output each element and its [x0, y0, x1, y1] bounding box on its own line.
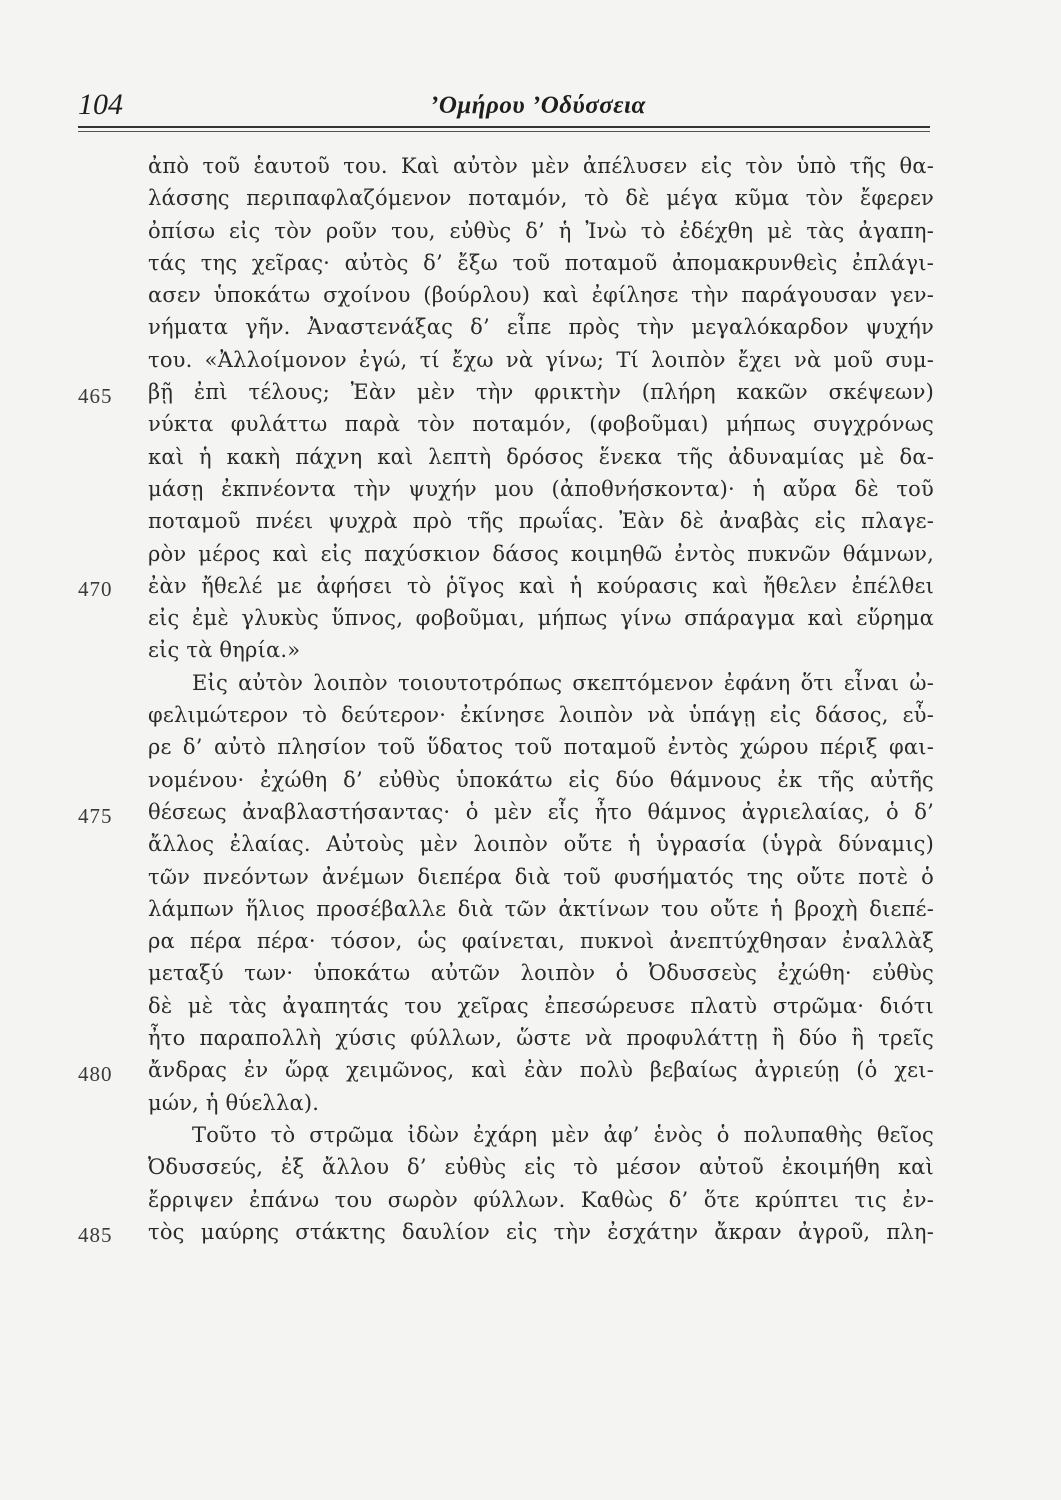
- text-line: καὶ ἡ κακὴ πάχνη καὶ λεπτὴ δρόσος ἕνεκα τῆς ἀδυναμίας μὲ δα-: [148, 444, 934, 469]
- text-line: δὲ μὲ τὰς ἀγαπητάς του χεῖρας ἐπεσώρευσε πλατὺ στρῶμα· διότι: [148, 993, 934, 1018]
- text-line: ἄλλος ἐλαίας. Αὐτοὺς μὲν λοιπὸν οὔτε ἡ ὑγρασία (ὑγρὰ δύναμις): [148, 832, 934, 857]
- text-line: νομένου· ἐχώθη δ’ εὐθὺς ὑποκάτω εἰς δύο θάμνους ἐκ τῆς αὐτῆς: [148, 767, 934, 792]
- paragraph-start-line: Τοῦτο τὸ στρῶμα ἰδὼν ἐχάρη μὲν ἀφ’ ἑνὸς ὁ πολυπαθὴς θεῖος: [192, 1122, 934, 1147]
- text-line: ρα πέρα πέρα· τόσον, ὡς φαίνεται, πυκνοὶ ἀνεπτύχθησαν ἐναλλὰξ: [148, 929, 934, 954]
- text-line: ἐὰν ἤθελέ με ἀφήσει τὸ ῥῖγος καὶ ἡ κούρασις καὶ ἤθελεν ἐπέλθει: [148, 573, 934, 598]
- text-line: νύκτα φυλάττω παρὰ τὸν ποταμόν, (φοβοῦμαι) μήπως συγχρόνως: [148, 412, 934, 437]
- page-number: 104: [78, 88, 123, 121]
- text-line: νήματα γῆν. Ἀναστενάξας δ’ εἶπε πρὸς τὴν μεγαλόκαρδον ψυχήν: [148, 315, 934, 340]
- text-line: εἰς ἐμὲ γλυκὺς ὕπνος, φοβοῦμαι, μήπως γίνω σπάραγμα καὶ εὕρημα: [148, 606, 934, 631]
- header-rule: [78, 126, 930, 128]
- text-line: τὸς μαύρης στάκτης δαυλίον εἰς τὴν ἐσχάτην ἄκραν ἀγροῦ, πλη-: [148, 1219, 934, 1244]
- text-line: Ὀδυσσεύς, ἐξ ἄλλου δ’ εὐθὺς εἰς τὸ μέσον αὐτοῦ ἐκοιμήθη καὶ: [148, 1155, 934, 1180]
- text-line: ἀπὸ τοῦ ἑαυτοῦ του. Καὶ αὐτὸν μὲν ἀπέλυσεν εἰς τὸν ὑπὸ τῆς θα-: [148, 154, 934, 178]
- body-text: [148, 150, 934, 1248]
- text-line: φελιμώτερον τὸ δεύτερον· ἐκίνησε λοιπὸν νὰ ὑπάγῃ εἰς δάσος, εὗ-: [148, 703, 934, 728]
- text-line: τῶν πνεόντων ἀνέμων διεπέρα διὰ τοῦ φυσήματός της οὔτε ποτὲ ὁ: [148, 864, 934, 889]
- text-line: μεταξύ των· ὑποκάτω αὐτῶν λοιπὸν ὁ Ὀδυσσεὺς ἐχώθη· εὐθὺς: [148, 961, 934, 986]
- text-line: ἄνδρας ἐν ὥρᾳ χειμῶνος, καὶ ἐὰν πολὺ βεβαίως ἀγριεύῃ (ὁ χει-: [148, 1058, 934, 1083]
- text-line: μάσῃ ἐκπνέοντα τὴν ψυχήν μου (ἀποθνήσκοντα)· ἡ αὔρα δὲ τοῦ: [148, 476, 934, 501]
- paragraph-end-line: μών, ἡ θύελλα).: [148, 1090, 320, 1115]
- paragraph-end-line: εἰς τὰ θηρία.»: [148, 638, 301, 663]
- line-number-465: 465: [78, 384, 113, 408]
- running-title: ’Ομήρου ’Οδύσσεια: [430, 92, 646, 119]
- text-line: ποταμοῦ πνέει ψυχρὰ πρὸ τῆς πρωΐας. Ἐὰν δὲ ἀναβὰς εἰς πλαγε-: [148, 509, 934, 534]
- text-line: ὀπίσω εἰς τὸν ροῦν του, εὐθὺς δ’ ἡ Ἰνὼ τὸ ἐδέχθη μὲ τὰς ἀγαπη-: [148, 218, 934, 243]
- line-number-485: 485: [78, 1223, 113, 1247]
- line-number-475: 475: [78, 804, 113, 828]
- text-line: λάσσης περιπαφλαζόμενον ποταμόν, τὸ δὲ μέγα κῦμα τὸν ἔφερεν: [148, 186, 934, 211]
- paragraph-start-line: Εἰς αὐτὸν λοιπὸν τοιουτοτρόπως σκεπτόμενον ἐφάνη ὅτι εἶναι ὠ-: [192, 670, 934, 695]
- text-line: βῇ ἐπὶ τέλους; Ἐὰν μὲν τὴν φρικτὴν (πλήρη κακῶν σκέψεων): [148, 380, 934, 405]
- text-line: ασεν ὑποκάτω σχοίνου (βούρλου) καὶ ἐφίλησε τὴν παράγουσαν γεν-: [148, 283, 934, 308]
- line-number-470: 470: [78, 577, 113, 601]
- text-line: λάμπων ἥλιος προσέβαλλε διὰ τῶν ἀκτίνων του οὔτε ἡ βροχὴ διεπέ-: [148, 896, 934, 921]
- text-line: ρε δ’ αὐτὸ πλησίον τοῦ ὕδατος τοῦ ποταμοῦ ἐντὸς χώρου πέριξ φαι-: [148, 735, 934, 760]
- text-line: του. «Ἀλλοίμονον ἐγώ, τί ἔχω νὰ γίνω; Τί λοιπὸν ἔχει νὰ μοῦ συμ-: [148, 347, 934, 372]
- text-line: ἔρριψεν ἐπάνω του σωρὸν φύλλων. Καθὼς δ’ ὅτε κρύπτει τις ἐν-: [148, 1187, 934, 1212]
- header-rule-thin: [78, 131, 930, 132]
- page-header: [78, 88, 930, 128]
- line-number-480: 480: [78, 1062, 113, 1086]
- text-line: θέσεως ἀναβλαστήσαντας· ὁ μὲν εἷς ἦτο θάμνος ἀγριελαίας, ὁ δ’: [148, 799, 934, 824]
- text-line: ρὸν μέρος καὶ εἰς παχύσκιον δάσος κοιμηθῶ ἐντὸς πυκνῶν θάμνων,: [148, 541, 934, 566]
- text-line: ἦτο παραπολλὴ χύσις φύλλων, ὥστε νὰ προφυλάττῃ ἢ δύο ἢ τρεῖς: [148, 1026, 934, 1051]
- text-line: τάς της χεῖρας· αὐτὸς δ’ ἔξω τοῦ ποταμοῦ ἀπομακρυνθεὶς ἐπλάγι-: [148, 250, 934, 275]
